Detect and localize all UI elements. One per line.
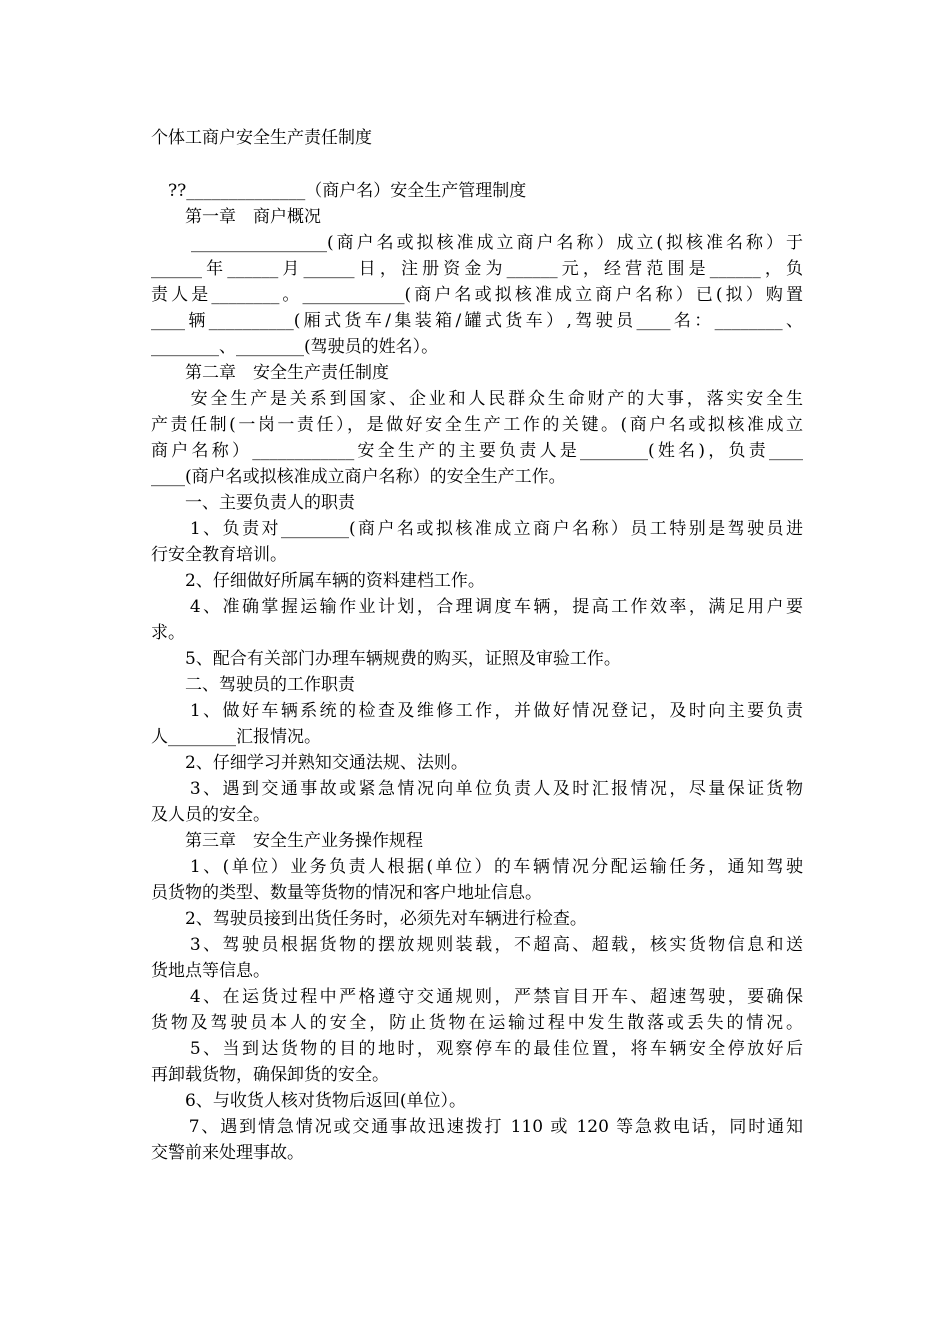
- text-line: 3、驾驶员根据货物的摆放规则装载，不超高、超载，核实货物信息和送: [151, 935, 803, 955]
- text-line: 员货物的类型、数量等货物的情况和客户地址信息。: [151, 883, 542, 903]
- text-line: 第一章 商户概况: [151, 207, 321, 227]
- text-line: 人________汇报情况。: [151, 727, 321, 747]
- text-line: 行安全教育培训。: [151, 545, 287, 565]
- text-line: 7、遇到情急情况或交通事故迅速拨打 110 或 120 等急救电话，同时通知: [151, 1117, 803, 1137]
- document-body: [151, 178, 803, 1166]
- text-line: 1、(单位）业务负责人根据(单位）的车辆情况分配运输任务，通知驾驶: [151, 857, 803, 877]
- text-line: 交警前来处理事故。: [151, 1143, 304, 1163]
- text-line: 2、驾驶员接到出货任务时，必须先对车辆进行检查。: [151, 909, 587, 929]
- text-line: 1、负责对________(商户名或拟核准成立商户名称）员工特别是驾驶员进: [151, 519, 803, 539]
- text-line: 及人员的安全。: [151, 805, 270, 825]
- text-line: 商户名称）____________安全生产的主要负责人是________(姓名)，负责____: [151, 441, 803, 461]
- text-line: 2、仔细学习并熟知交通法规、法则。: [151, 753, 468, 773]
- text-line: 一、主要负责人的职责: [151, 493, 355, 513]
- text-line: 货地点等信息。: [151, 961, 270, 981]
- text-line: 安全生产是关系到国家、企业和人民群众生命财产的大事，落实安全生: [151, 389, 803, 409]
- text-line: 责人是________。____________(商户名或拟核准成立商户名称）已(拟）购置: [151, 285, 803, 305]
- text-line: ??______________（商户名）安全生产管理制度: [151, 181, 527, 201]
- text-line: 6、与收货人核对货物后返回(单位）。: [151, 1091, 466, 1111]
- text-line: 二、驾驶员的工作职责: [151, 675, 355, 695]
- text-line: ____(商户名或拟核准成立商户名称）的安全生产工作。: [151, 467, 566, 487]
- text-line: ________________(商户名或拟核准成立商户名称）成立(拟核准名称）于: [151, 233, 803, 253]
- text-line: 4、准确掌握运输作业计划，合理调度车辆，提高工作效率，满足用户要: [151, 597, 803, 617]
- text-line: 1、做好车辆系统的检查及维修工作，并做好情况登记，及时向主要负责: [151, 701, 803, 721]
- text-line: 2、仔细做好所属车辆的资料建档工作。: [151, 571, 485, 591]
- text-line: 货物及驾驶员本人的安全，防止货物在运输过程中发生散落或丢失的情况。: [151, 1013, 803, 1033]
- text-line: 求。: [151, 623, 185, 643]
- text-line: 再卸载货物，确保卸货的安全。: [151, 1065, 389, 1085]
- text-line: 3、遇到交通事故或紧急情况向单位负责人及时汇报情况，尽量保证货物: [151, 779, 803, 799]
- text-line: ________、________(驾驶员的姓名）。: [151, 337, 439, 357]
- text-line: 4、在运货过程中严格遵守交通规则，严禁盲目开车、超速驾驶，要确保: [151, 987, 803, 1007]
- document-page: [151, 126, 803, 1166]
- text-line: ______年______月______日，注册资金为______元，经营范围是______，负: [151, 259, 803, 279]
- text-line: 产责任制(一岗一责任），是做好安全生产工作的关键。(商户名或拟核准成立: [151, 415, 803, 435]
- text-line: 5、当到达货物的目的地时，观察停车的最佳位置，将车辆安全停放好后: [151, 1039, 803, 1059]
- text-line: 第二章 安全生产责任制度: [151, 363, 389, 383]
- text-line: 第三章 安全生产业务操作规程: [151, 831, 423, 851]
- document-title: 个体工商户安全生产责任制度: [151, 128, 372, 148]
- text-line: ____辆__________(厢式货车/集装箱/罐式货车）,驾驶员____名：________、: [151, 311, 803, 331]
- text-line: 5、配合有关部门办理车辆规费的购买，证照及审验工作。: [151, 649, 621, 669]
